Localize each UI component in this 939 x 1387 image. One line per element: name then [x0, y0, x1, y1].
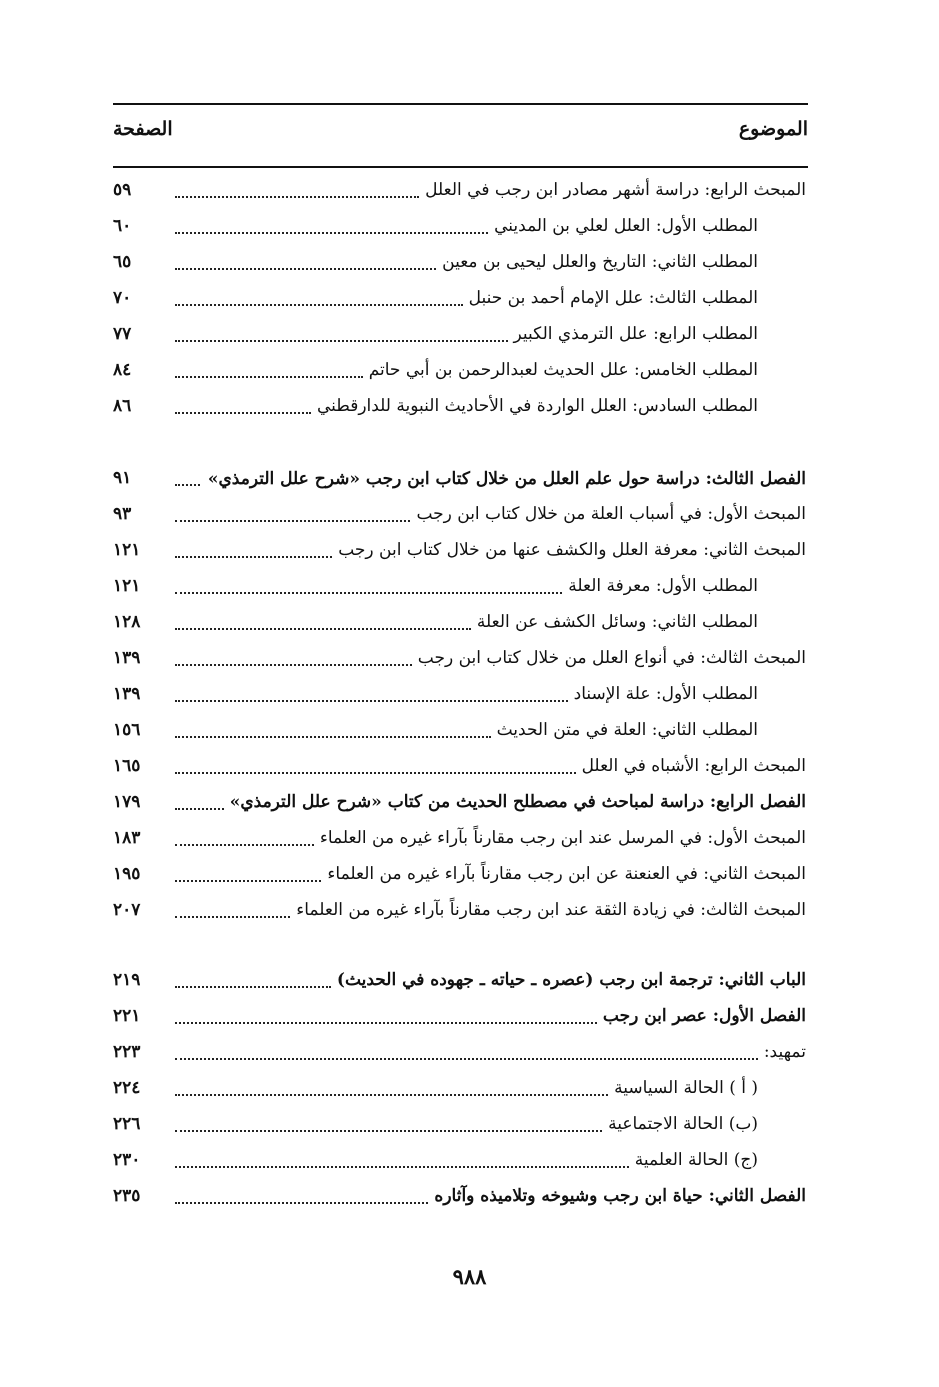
toc-entry-title: المطلب الثاني: وسائل الكشف عن العلة — [476, 612, 758, 632]
toc-entry-page: ٢٢٦ — [113, 1114, 141, 1134]
leader-dots — [175, 520, 410, 522]
toc-entry — [113, 1178, 806, 1214]
toc-entry-title: المطلب الأول: علة الإسناد — [573, 684, 758, 704]
toc-entry-page: ٢٣٥ — [113, 1186, 141, 1206]
page-number: ٩٨٨ — [452, 1264, 487, 1289]
leader-dots — [175, 986, 331, 988]
toc-entry-title: المبحث الثاني: معرفة العلل والكشف عنها من خلال كتاب ابن رجب — [338, 540, 806, 560]
toc-entry-title: المطلب الرابع: علل الترمذي الكبير — [513, 324, 758, 344]
toc-entry-page: ٢٢٣ — [113, 1042, 141, 1062]
toc-entry — [113, 172, 806, 208]
toc-entry — [113, 712, 806, 748]
leader-dots — [175, 232, 488, 234]
toc-entry — [113, 640, 806, 676]
topic-column-header: الموضوع — [738, 118, 808, 140]
header-top-rule — [113, 103, 808, 105]
toc-entry-title: المطلب الأول: العلل لعلي بن المديني — [494, 216, 758, 236]
leader-dots — [175, 1166, 629, 1168]
leader-dots — [175, 664, 412, 666]
toc-entry — [113, 892, 806, 928]
leader-dots — [175, 1202, 428, 1204]
toc-entry-title: الفصل الرابع: دراسة لمباحث في مصطلح الحديث من كتاب «شرح علل الترمذي» — [229, 792, 806, 812]
leader-dots — [175, 412, 311, 414]
toc-entry-page: ٧٠ — [113, 288, 132, 308]
toc-entry — [113, 424, 806, 496]
toc-entry-page: ١٨٣ — [113, 828, 141, 848]
leader-dots — [175, 196, 419, 198]
toc-entry — [113, 1070, 806, 1106]
toc-entry-title: تمهيد: — [763, 1042, 806, 1062]
toc-entry — [113, 496, 806, 532]
toc-entry-page: ٥٩ — [113, 180, 132, 200]
leader-dots — [175, 772, 576, 774]
toc-entry-title: الفصل الأول: عصر ابن رجب — [602, 1006, 806, 1026]
leader-dots — [175, 484, 200, 486]
toc-entry-title: المبحث الثالث: في أنواع العلل من خلال كتاب ابن رجب — [417, 648, 806, 668]
toc-entry-page: ١٢٨ — [113, 612, 141, 632]
leader-dots — [175, 556, 332, 558]
toc-entry-title: (ب) الحالة الاجتماعية — [608, 1114, 758, 1134]
toc-entry-page: ٦٠ — [113, 216, 132, 236]
leader-dots — [175, 736, 491, 738]
header-bottom-rule — [113, 166, 808, 168]
toc-entry-page: ٧٧ — [113, 324, 132, 344]
toc-entry — [113, 1142, 806, 1178]
table-of-contents — [113, 172, 806, 1214]
toc-entry — [113, 316, 806, 352]
toc-entry — [113, 244, 806, 280]
leader-dots — [175, 844, 314, 846]
toc-entry — [113, 962, 806, 998]
toc-entry — [113, 998, 806, 1034]
toc-entry-title: المبحث الرابع: دراسة أشهر مصادر ابن رجب في العلل — [425, 180, 806, 200]
toc-entry — [113, 532, 806, 568]
toc-entry-page: ٨٦ — [113, 396, 132, 416]
leader-dots — [175, 628, 471, 630]
leader-dots — [175, 808, 224, 810]
toc-entry-page: ١٣٩ — [113, 648, 141, 668]
toc-entry-title: المطلب الثاني: التاريخ والعلل ليحيى بن معين — [442, 252, 758, 272]
toc-entry-title: الفصل الثاني: حياة ابن رجب وشيوخه وتلاميذه وآثاره — [434, 1186, 806, 1206]
toc-entry — [113, 820, 806, 856]
leader-dots — [175, 880, 321, 882]
toc-entry-page: ٢٠٧ — [113, 900, 141, 920]
toc-entry-title: الباب الثاني: ترجمة ابن رجب (عصره ـ حياته ـ جهوده في الحديث) — [336, 970, 806, 990]
toc-entry-page: ١٩٥ — [113, 864, 141, 884]
toc-entry — [113, 568, 806, 604]
toc-entry — [113, 604, 806, 640]
toc-entry — [113, 748, 806, 784]
toc-entry-page: ٨٤ — [113, 360, 132, 380]
toc-entry — [113, 388, 806, 424]
toc-entry-page: ١٦٥ — [113, 756, 141, 776]
toc-entry-title: المطلب الأول: معرفة العلة — [568, 576, 758, 596]
toc-entry-page: ١٢١ — [113, 540, 141, 560]
toc-entry-title: المطلب الثالث: علل الإمام أحمد بن حنبل — [468, 288, 758, 308]
leader-dots — [175, 916, 290, 918]
toc-entry-title: المبحث الثالث: في زيادة الثقة عند ابن رجب مقارناً بآراء غيره من العلماء — [296, 900, 806, 920]
toc-entry-title: المبحث الثاني: في العنعنة عن ابن رجب مقارناً بآراء غيره من العلماء — [327, 864, 806, 884]
toc-entry-title: المطلب الثاني: العلة في متن الحديث — [496, 720, 758, 740]
toc-entry-page: ٢٢١ — [113, 1006, 141, 1026]
toc-entry-page: ٢٣٠ — [113, 1150, 141, 1170]
toc-entry-title: المبحث الأول: في أسباب العلة من خلال كتاب ابن رجب — [416, 504, 806, 524]
toc-entry-title: (ج) الحالة العلمية — [634, 1150, 758, 1170]
toc-entry-title: المطلب السادس: العلل الواردة في الأحاديث النبوية للدارقطني — [316, 396, 758, 416]
toc-entry-page: ١٢١ — [113, 576, 141, 596]
toc-entry-title: المبحث الرابع: الأشباه في العلل — [581, 756, 806, 776]
leader-dots — [175, 376, 363, 378]
leader-dots — [175, 1130, 602, 1132]
toc-entry — [113, 352, 806, 388]
leader-dots — [175, 340, 508, 342]
toc-entry-page: ١٣٩ — [113, 684, 141, 704]
page-column-header: الصفحة — [113, 118, 173, 140]
toc-entry-page: ٢١٩ — [113, 970, 141, 990]
toc-entry-page: ٦٥ — [113, 252, 132, 272]
leader-dots — [175, 1022, 597, 1024]
toc-entry-page: ٢٢٤ — [113, 1078, 141, 1098]
leader-dots — [175, 700, 568, 702]
toc-entry — [113, 1106, 806, 1142]
leader-dots — [175, 268, 436, 270]
toc-entry-title: الفصل الثالث: دراسة حول علم العلل من خلال كتاب ابن رجب «شرح علل الترمذي» — [207, 469, 806, 489]
leader-dots — [175, 1094, 608, 1096]
toc-entry — [113, 208, 806, 244]
toc-entry-title: المطلب الخامس: علل الحديث لعبدالرحمن بن أبي حاتم — [368, 360, 758, 380]
toc-entry-page: ٩٣ — [113, 504, 132, 524]
toc-entry-page: ١٥٦ — [113, 720, 141, 740]
toc-entry-title: ( أ ) الحالة السياسية — [614, 1078, 758, 1098]
toc-entry-page: ١٧٩ — [113, 792, 141, 812]
leader-dots — [175, 304, 463, 306]
toc-entry — [113, 676, 806, 712]
toc-entry — [113, 856, 806, 892]
leader-dots — [175, 1058, 758, 1060]
toc-entry — [113, 280, 806, 316]
leader-dots — [175, 592, 562, 594]
toc-entry — [113, 784, 806, 820]
toc-entry-title: المبحث الأول: في المرسل عند ابن رجب مقارناً بآراء غيره من العلماء — [319, 828, 806, 848]
toc-entry-page: ٩١ — [113, 468, 132, 488]
toc-entry — [113, 1034, 806, 1070]
